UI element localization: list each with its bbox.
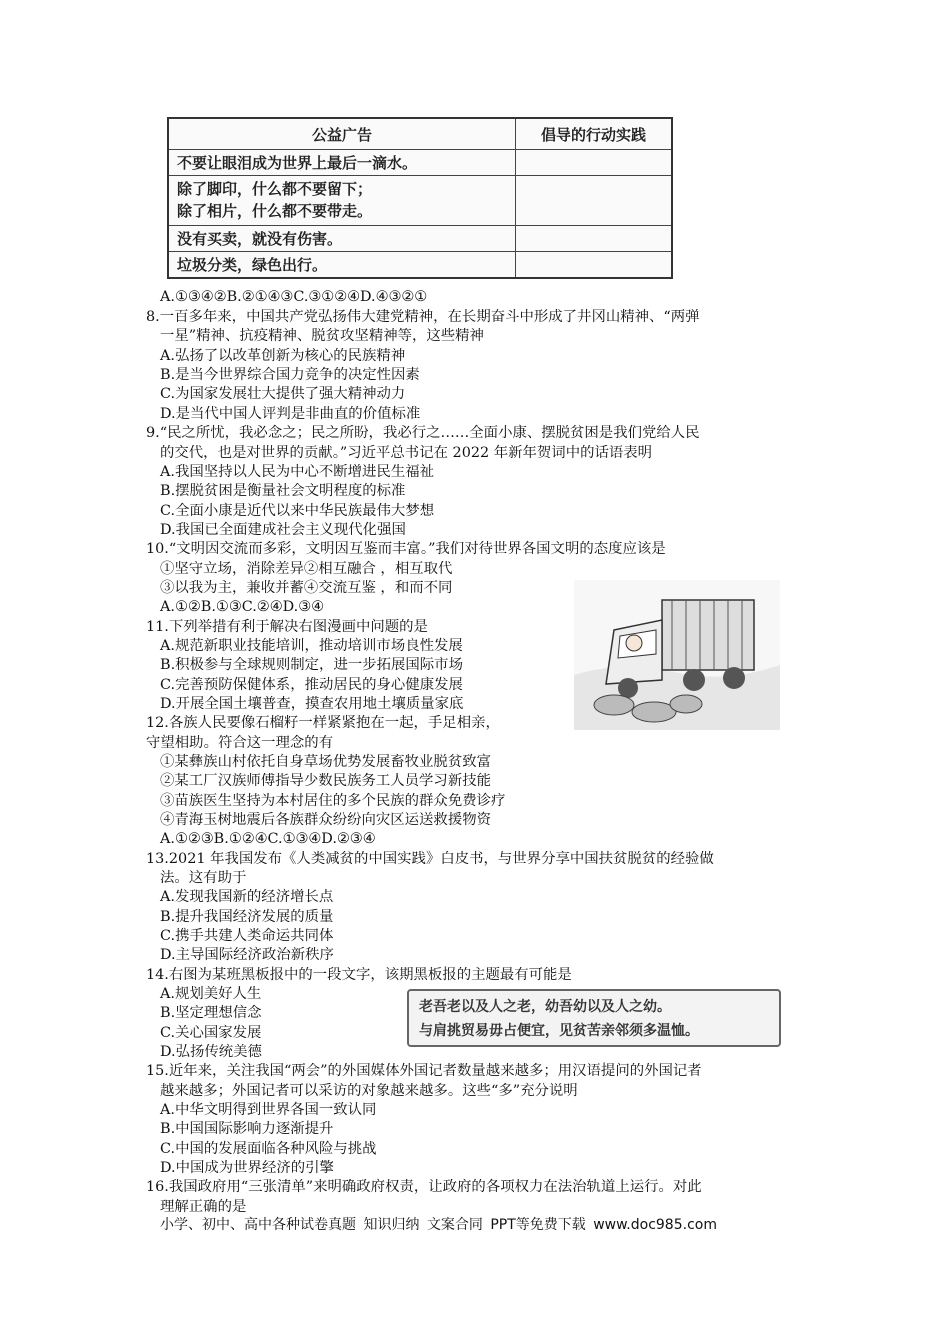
q9-stem: 9.“民之所忧，我必念之；民之所盼，我必行之……全面小康、摆脱贫困是我们党给人民 — [146, 425, 700, 441]
q8-option-c: C.为国家发展壮大提供了强大精神动力 — [160, 386, 406, 402]
q7-options: A.①③④②B.②①④③C.③①②④D.④③②① — [160, 289, 428, 305]
q10-stem: 10.“文明因交流而多彩，文明因互鉴而丰富。”我们对待世界各国文明的态度应该是 — [146, 541, 666, 557]
q9-option-d: D.我国已全面建成社会主义现代化强国 — [160, 522, 406, 538]
q9-option-a: A.我国坚持以人民为中心不断增进民生福祉 — [160, 464, 434, 480]
q15-option-a: A.中华文明得到世界各国一致认同 — [160, 1102, 377, 1118]
q10-item: ①坚守立场，消除差异②相互融合 ，相互取代 — [160, 561, 453, 577]
table-cell-practice-blank — [516, 251, 673, 278]
public-ad-table — [167, 117, 673, 279]
table-cell-practice-blank — [516, 176, 673, 225]
q11-option-d: D.开展全国土壤普查，摸查农用地土壤质量家底 — [160, 696, 464, 712]
table-header-ad: 公益广告 — [168, 118, 516, 150]
q11-stem: 11.下列举措有利于解决右图漫画中问题的是 — [146, 619, 428, 635]
q13-stem: 13.2021 年我国发布《人类减贫的中国实践》白皮书，与世界分享中国扶贫脱贫的经验做 — [146, 851, 714, 867]
q16-stem: 理解正确的是 — [160, 1199, 247, 1215]
q9-stem: 的交代，也是对世界的贡献。”习近平总书记在 2022 年新年贺词中的话语表明 — [160, 445, 653, 461]
table-cell-ad: 除了脚印，什么都不要留下； 除了相片，什么都不要带走。 — [168, 176, 516, 225]
q8-option-d: D.是当代中国人评判是非曲直的价值标准 — [160, 406, 421, 422]
q8-option-b: B.是当今世界综合国力竞争的决定性因素 — [160, 367, 420, 383]
blackboard-line: 与肩挑贸易毋占便宜，见贫苦亲邻须多温恤。 — [419, 1023, 699, 1039]
table-row — [168, 150, 672, 176]
q13-stem: 法。这有助于 — [160, 870, 247, 886]
q8-stem: 8.一百多年来，中国共产党弘扬伟大建党精神，在长期奋斗中形成了井冈山精神、“两弹 — [146, 309, 700, 325]
q13-option-d: D.主导国际经济政治新秩序 — [160, 947, 334, 963]
truck-cartoon-image — [574, 580, 780, 730]
q14-option-c: C.关心国家发展 — [160, 1025, 262, 1041]
q10-options: A.①②B.①③C.②④D.③④ — [160, 599, 324, 615]
q11-option-c: C.完善预防保健体系，推动居民的身心健康发展 — [160, 677, 463, 693]
q15-stem: 15.近年来，关注我国“两会”的外国媒体外国记者数量越来越多；用汉语提问的外国记者 — [146, 1063, 702, 1079]
q14-option-b: B.坚定理想信念 — [160, 1005, 262, 1021]
q16-stem: 16.我国政府用“三张清单”来明确政府权责，让政府的各项权力在法治轨道上运行。对此 — [146, 1179, 702, 1195]
blackboard-quote-image — [407, 989, 781, 1047]
q9-option-b: B.摆脱贫困是衡量社会文明程度的标准 — [160, 483, 406, 499]
q13-option-c: C.携手共建人类命运共同体 — [160, 928, 334, 944]
q11-option-b: B.积极参与全球规则制定，进一步拓展国际市场 — [160, 657, 463, 673]
q11-option-a: A.规范新职业技能培训，推动培训市场良性发展 — [160, 638, 463, 654]
q12-item: ③苗族医生坚持为本村居住的多个民族的群众免费诊疗 — [160, 793, 506, 809]
table-row — [168, 251, 672, 278]
q12-stem: 守望相助。符合这一理念的有 — [146, 735, 334, 751]
q12-item: ①某彝族山村依托自身草场优势发展畜牧业脱贫致富 — [160, 754, 491, 770]
q14-option-d: D.弘扬传统美德 — [160, 1044, 262, 1060]
q14-option-a: A.规划美好人生 — [160, 986, 262, 1002]
table-header-row — [168, 118, 672, 150]
q15-stem: 越来越多；外国记者可以采访的对象越来越多。这些“多”充分说明 — [160, 1083, 578, 1099]
q12-item: ④青海玉树地震后各族群众纷纷向灾区运送救援物资 — [160, 812, 491, 828]
q12-item: ②某工厂汉族师傅指导少数民族务工人员学习新技能 — [160, 773, 491, 789]
table-row — [168, 225, 672, 251]
table-cell-ad: 不要让眼泪成为世界上最后一滴水。 — [168, 150, 516, 176]
blackboard-line: 老吾老以及人之老，幼吾幼以及人之幼。 — [419, 999, 671, 1015]
q13-option-b: B.提升我国经济发展的质量 — [160, 909, 334, 925]
table-cell-practice-blank — [516, 150, 673, 176]
q14-stem: 14.右图为某班黑板报中的一段文字，该期黑板报的主题最有可能是 — [146, 967, 572, 983]
q15-option-c: C.中国的发展面临各种风险与挑战 — [160, 1141, 377, 1157]
q12-options: A.①②③B.①②④C.①③④D.②③④ — [160, 831, 376, 847]
q12-stem: 12.各族人民要像石榴籽一样紧紧抱在一起，手足相亲， — [146, 715, 500, 731]
q9-option-c: C.全面小康是近代以来中华民族最伟大梦想 — [160, 503, 435, 519]
q8-option-a: A.弘扬了以改革创新为核心的民族精神 — [160, 348, 406, 364]
q8-stem: 一星”精神、抗疫精神、脱贫攻坚精神等，这些精神 — [160, 328, 484, 344]
page-footer: 小学、初中、高中各种试卷真题 知识归纳 文案合同 PPT等免费下载 www.doc985.com — [160, 1217, 717, 1233]
q15-option-d: D.中国成为世界经济的引擎 — [160, 1160, 334, 1176]
q15-option-b: B.中国国际影响力逐渐提升 — [160, 1121, 334, 1137]
table-cell-practice-blank — [516, 225, 673, 251]
q10-item: ③以我为主，兼收并蓄④交流互鉴 ，和而不同 — [160, 580, 453, 596]
table-row — [168, 176, 672, 225]
table-header-practice: 倡导的行动实践 — [516, 118, 673, 150]
table-cell-ad: 没有买卖，就没有伤害。 — [168, 225, 516, 251]
q13-option-a: A.发现我国新的经济增长点 — [160, 889, 334, 905]
table-cell-ad: 垃圾分类，绿色出行。 — [168, 251, 516, 278]
